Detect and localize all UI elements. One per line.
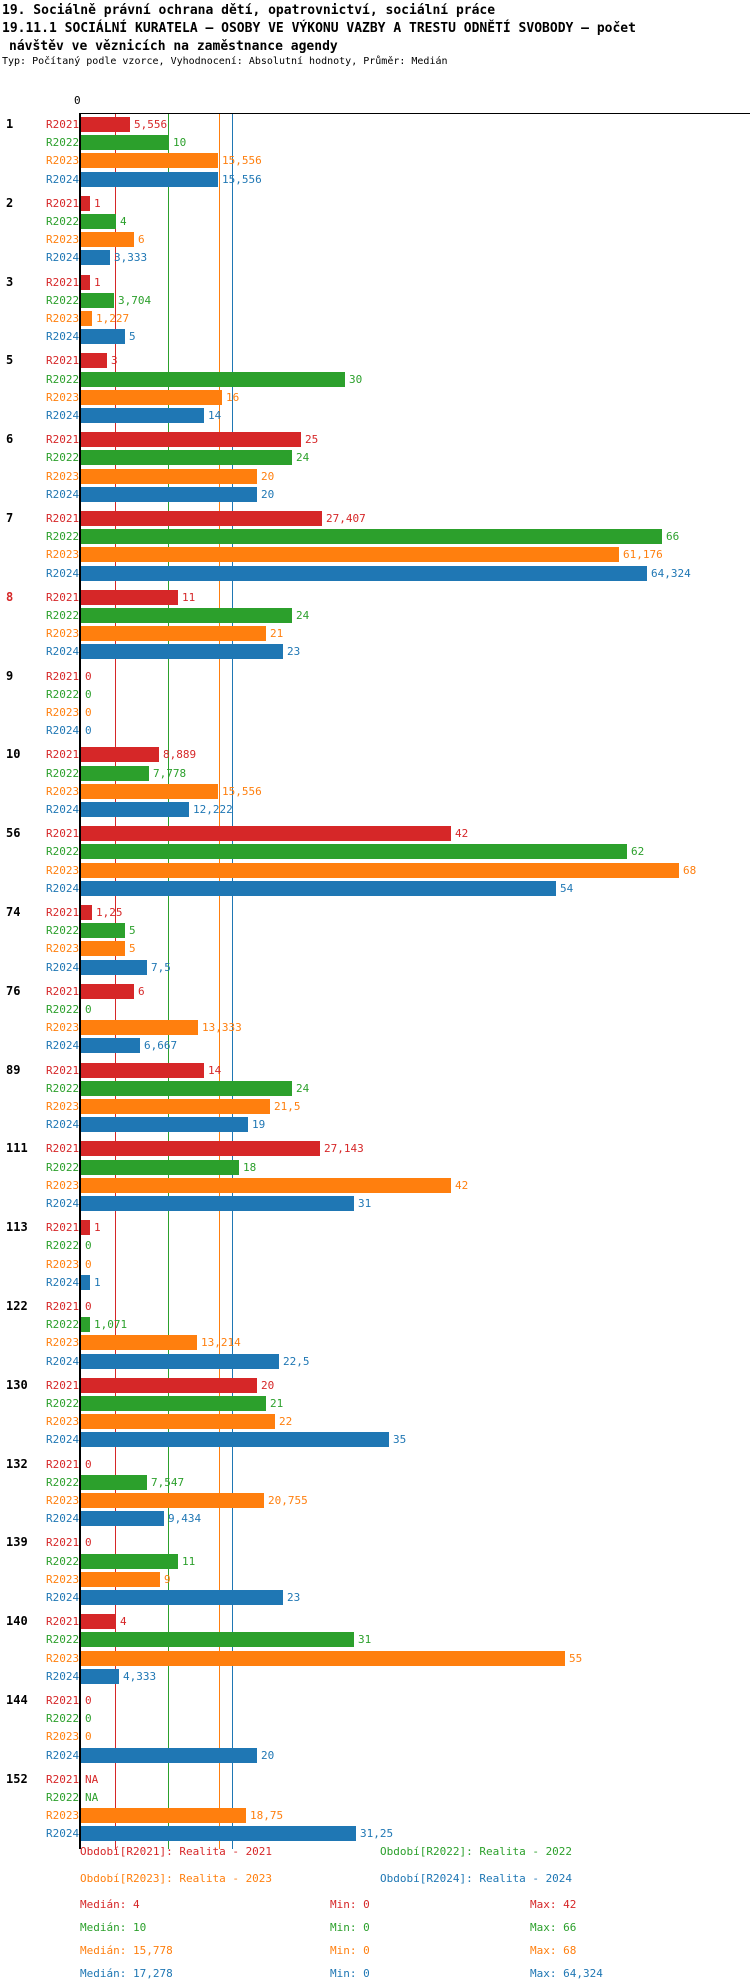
bar-6-r2022	[81, 450, 292, 465]
series-row-label: R2021	[46, 1064, 80, 1077]
series-row-label: R2023	[46, 706, 80, 719]
series-row-label: R2021	[46, 1694, 80, 1707]
bar-value-label: 14	[208, 409, 222, 422]
group-label-3: 3	[6, 275, 14, 289]
series-row-label: R2022	[46, 1397, 80, 1410]
series-row-label: R2022	[46, 215, 80, 228]
bar-140-r2024	[81, 1669, 119, 1684]
bar-6-r2023	[81, 469, 257, 484]
series-row-label: R2022	[46, 136, 80, 149]
bar-139-r2023	[81, 1572, 160, 1587]
series-row-label: R2022	[46, 294, 80, 307]
group-label-76: 76	[6, 984, 21, 998]
group-label-130: 130	[6, 1378, 28, 1392]
bar-value-label: 1	[94, 1221, 101, 1234]
series-row-label: R2023	[46, 1573, 80, 1586]
series-row-label: R2021	[46, 591, 80, 604]
bar-value-label: 1,071	[94, 1318, 128, 1331]
bar-value-label: 25	[305, 433, 319, 446]
bar-113-r2021	[81, 1220, 90, 1235]
series-row-label: R2024	[46, 882, 80, 895]
bar-value-label: 5	[129, 924, 136, 937]
group-label-8: 8	[6, 590, 14, 604]
bar-value-label: 0	[85, 1694, 92, 1707]
bar-2-r2024	[81, 250, 110, 265]
series-row-label: R2023	[46, 785, 80, 798]
series-row-label: R2024	[46, 1591, 80, 1604]
bar-6-r2024	[81, 487, 257, 502]
legend-item-r2022: Období[R2022]: Realita - 2022	[380, 1845, 573, 1858]
series-row-label: R2022	[46, 530, 80, 543]
bar-140-r2023	[81, 1651, 565, 1666]
bar-10-r2021	[81, 747, 159, 762]
stat-min-r2024: Min: 0	[330, 1967, 370, 1980]
stat-median-r2022: Medián: 10	[80, 1921, 147, 1934]
series-row-label: R2021	[46, 1615, 80, 1628]
group-label-6: 6	[6, 432, 14, 446]
bar-value-label: 5	[129, 330, 136, 343]
bar-7-r2023	[81, 547, 619, 562]
series-row-label: R2024	[46, 173, 80, 186]
bar-7-r2024	[81, 566, 647, 581]
series-row-label: R2022	[46, 1791, 80, 1804]
series-row-label: R2022	[46, 1161, 80, 1174]
bar-value-label: 4,333	[123, 1670, 157, 1683]
series-row-label: R2021	[46, 354, 80, 367]
bar-10-r2023	[81, 784, 218, 799]
series-row-label: R2022	[46, 688, 80, 701]
bar-value-label: 7,5	[151, 961, 171, 974]
bar-8-r2021	[81, 590, 178, 605]
bar-1-r2024	[81, 172, 218, 187]
bar-value-label: 0	[85, 1239, 92, 1252]
bar-value-label: 23	[287, 645, 301, 658]
bar-3-r2024	[81, 329, 125, 344]
series-row-label: R2023	[46, 1021, 80, 1034]
bar-6-r2021	[81, 432, 301, 447]
bar-value-label: 64,324	[651, 567, 691, 580]
series-row-label: R2021	[46, 1773, 80, 1786]
bar-value-label: 31,25	[360, 1827, 394, 1840]
bar-value-label: 55	[569, 1652, 583, 1665]
bar-76-r2021	[81, 984, 134, 999]
series-row-label: R2021	[46, 1536, 80, 1549]
bar-value-label: 20,755	[268, 1494, 308, 1507]
bar-value-label: 22,5	[283, 1355, 310, 1368]
series-row-label: R2024	[46, 567, 80, 580]
group-label-122: 122	[6, 1299, 28, 1313]
group-label-152: 152	[6, 1772, 28, 1786]
bar-74-r2021	[81, 905, 92, 920]
bar-74-r2023	[81, 941, 125, 956]
bar-56-r2023	[81, 863, 679, 878]
series-row-label: R2023	[46, 391, 80, 404]
series-row-label: R2022	[46, 609, 80, 622]
bar-132-r2024	[81, 1511, 164, 1526]
series-row-label: R2022	[46, 1082, 80, 1095]
series-row-label: R2023	[46, 1258, 80, 1271]
series-row-label: R2021	[46, 1221, 80, 1234]
group-label-139: 139	[6, 1535, 28, 1549]
report-title-line-2: 19.11.1 SOCIÁLNÍ KURATELA — OSOBY VE VÝKONU VAZBY A TRESTU ODNĚTÍ SVOBODY — počet	[2, 21, 636, 36]
series-row-label: R2024	[46, 1276, 80, 1289]
bar-139-r2024	[81, 1590, 283, 1605]
bar-value-label: 7,778	[153, 767, 187, 780]
bar-value-label: 22	[279, 1415, 293, 1428]
bar-89-r2024	[81, 1117, 248, 1132]
report-title-line-3: návštěv ve věznicích na zaměstnance agendy	[9, 39, 338, 54]
bar-value-label: 35	[393, 1433, 407, 1446]
bar-value-label: 1,227	[96, 312, 130, 325]
bar-value-label: 27,407	[326, 512, 366, 525]
series-row-label: R2022	[46, 1555, 80, 1568]
series-row-label: R2023	[46, 1100, 80, 1113]
stat-min-r2022: Min: 0	[330, 1921, 370, 1934]
bar-value-label: 24	[296, 1082, 310, 1095]
series-row-label: R2023	[46, 864, 80, 877]
series-row-label: R2024	[46, 1827, 80, 1840]
bar-value-label: 8,889	[163, 748, 197, 761]
bar-value-label: 0	[85, 1300, 92, 1313]
series-row-label: R2024	[46, 645, 80, 658]
group-label-1: 1	[6, 117, 14, 131]
bar-89-r2023	[81, 1099, 270, 1114]
bar-value-label: 31	[358, 1633, 372, 1646]
bar-value-label: 42	[455, 827, 469, 840]
group-label-89: 89	[6, 1063, 21, 1077]
bar-value-label: 3,704	[118, 294, 152, 307]
series-row-label: R2023	[46, 1809, 80, 1822]
bar-value-label: 0	[85, 1730, 92, 1743]
stat-median-r2021: Medián: 4	[80, 1898, 140, 1911]
bar-value-label: 6	[138, 985, 145, 998]
series-row-label: R2024	[46, 1039, 80, 1052]
series-row-label: R2023	[46, 942, 80, 955]
bar-8-r2022	[81, 608, 292, 623]
bar-value-label: 20	[261, 488, 275, 501]
bar-132-r2023	[81, 1493, 264, 1508]
bar-value-label: 1,25	[96, 906, 123, 919]
stat-median-r2023: Medián: 15,778	[80, 1944, 173, 1957]
series-row-label: R2021	[46, 118, 80, 131]
series-row-label: R2021	[46, 1379, 80, 1392]
bar-value-label: 16	[226, 391, 240, 404]
bar-value-label: NA	[85, 1773, 99, 1786]
bar-10-r2024	[81, 802, 189, 817]
series-row-label: R2023	[46, 1494, 80, 1507]
bar-value-label: 11	[182, 1555, 196, 1568]
bar-value-label: 24	[296, 451, 310, 464]
series-row-label: R2022	[46, 845, 80, 858]
bar-value-label: 0	[85, 724, 92, 737]
bar-7-r2022	[81, 529, 662, 544]
group-label-2: 2	[6, 196, 14, 210]
stat-min-r2021: Min: 0	[330, 1898, 370, 1911]
series-row-label: R2024	[46, 330, 80, 343]
bar-value-label: 0	[85, 1536, 92, 1549]
series-row-label: R2022	[46, 767, 80, 780]
bar-value-label: 20	[261, 470, 275, 483]
series-row-label: R2023	[46, 548, 80, 561]
bar-140-r2021	[81, 1614, 116, 1629]
stat-max-r2024: Max: 64,324	[530, 1967, 603, 1980]
stat-max-r2021: Max: 42	[530, 1898, 577, 1911]
bar-8-r2023	[81, 626, 266, 641]
axis-zero-tick-label: 0	[74, 94, 81, 107]
report-title-line-1: 19. Sociálně právní ochrana dětí, opatrovnictví, sociální práce	[2, 3, 496, 18]
bar-111-r2023	[81, 1178, 451, 1193]
bar-56-r2024	[81, 881, 556, 896]
series-row-label: R2024	[46, 724, 80, 737]
bar-value-label: 3,333	[114, 251, 148, 264]
bar-value-label: 68	[683, 864, 697, 877]
bar-139-r2022	[81, 1554, 178, 1569]
bar-152-r2024	[81, 1826, 356, 1841]
bar-value-label: 6,667	[144, 1039, 178, 1052]
group-label-9: 9	[6, 669, 14, 683]
series-row-label: R2024	[46, 1670, 80, 1683]
series-row-label: R2024	[46, 803, 80, 816]
bar-value-label: 18	[243, 1161, 257, 1174]
series-row-label: R2021	[46, 1142, 80, 1155]
series-row-label: R2021	[46, 276, 80, 289]
series-row-label: R2022	[46, 451, 80, 464]
bar-113-r2024	[81, 1275, 90, 1290]
bar-value-label: 27,143	[324, 1142, 364, 1155]
bar-76-r2024	[81, 1038, 140, 1053]
bar-8-r2024	[81, 644, 283, 659]
bar-89-r2022	[81, 1081, 292, 1096]
series-row-label: R2023	[46, 470, 80, 483]
series-row-label: R2023	[46, 154, 80, 167]
bar-5-r2021	[81, 353, 107, 368]
bar-value-label: 1	[94, 276, 101, 289]
legend-item-r2024: Období[R2024]: Realita - 2024	[380, 1872, 573, 1885]
series-row-label: R2024	[46, 1749, 80, 1762]
series-row-label: R2021	[46, 197, 80, 210]
bar-value-label: 19	[252, 1118, 266, 1131]
bar-130-r2021	[81, 1378, 257, 1393]
series-row-label: R2024	[46, 1512, 80, 1525]
series-row-label: R2023	[46, 1730, 80, 1743]
bar-130-r2022	[81, 1396, 266, 1411]
bar-value-label: 4	[120, 215, 127, 228]
series-row-label: R2024	[46, 488, 80, 501]
series-row-label: R2023	[46, 627, 80, 640]
group-label-5: 5	[6, 353, 14, 367]
bar-value-label: 21	[270, 627, 284, 640]
series-row-label: R2022	[46, 1003, 80, 1016]
series-row-label: R2021	[46, 670, 80, 683]
stat-min-r2023: Min: 0	[330, 1944, 370, 1957]
bar-value-label: 0	[85, 1458, 92, 1471]
bar-122-r2024	[81, 1354, 279, 1369]
bar-value-label: 1	[94, 197, 101, 210]
series-row-label: R2022	[46, 1712, 80, 1725]
bar-value-label: 7,547	[151, 1476, 185, 1489]
bar-3-r2023	[81, 311, 92, 326]
series-row-label: R2023	[46, 312, 80, 325]
bar-value-label: 42	[455, 1179, 469, 1192]
bar-56-r2021	[81, 826, 451, 841]
bar-value-label: 21	[270, 1397, 284, 1410]
bar-value-label: 13,333	[202, 1021, 242, 1034]
bar-value-label: 12,222	[193, 803, 233, 816]
bar-111-r2021	[81, 1141, 320, 1156]
bar-value-label: 20	[261, 1749, 275, 1762]
bar-3-r2022	[81, 293, 114, 308]
bar-111-r2024	[81, 1196, 354, 1211]
legend-item-r2021: Období[R2021]: Realita - 2021	[80, 1845, 273, 1858]
bar-132-r2022	[81, 1475, 147, 1490]
series-row-label: R2021	[46, 433, 80, 446]
series-row-label: R2022	[46, 1476, 80, 1489]
series-row-label: R2024	[46, 1118, 80, 1131]
series-row-label: R2021	[46, 512, 80, 525]
bar-7-r2021	[81, 511, 322, 526]
bar-130-r2024	[81, 1432, 389, 1447]
group-label-113: 113	[6, 1220, 28, 1234]
bar-5-r2023	[81, 390, 222, 405]
series-row-label: R2024	[46, 251, 80, 264]
bar-value-label: 0	[85, 670, 92, 683]
bar-1-r2022	[81, 135, 169, 150]
bar-value-label: 21,5	[274, 1100, 301, 1113]
bar-value-label: NA	[85, 1791, 99, 1804]
series-row-label: R2024	[46, 961, 80, 974]
series-row-label: R2021	[46, 985, 80, 998]
bar-56-r2022	[81, 844, 627, 859]
bar-5-r2024	[81, 408, 204, 423]
bar-76-r2023	[81, 1020, 198, 1035]
series-row-label: R2024	[46, 409, 80, 422]
series-row-label: R2022	[46, 924, 80, 937]
bar-value-label: 18,75	[250, 1809, 284, 1822]
legend-item-r2023: Období[R2023]: Realita - 2023	[80, 1872, 273, 1885]
bar-value-label: 0	[85, 1258, 92, 1271]
group-label-144: 144	[6, 1693, 28, 1707]
series-row-label: R2024	[46, 1197, 80, 1210]
series-row-label: R2021	[46, 748, 80, 761]
bar-2-r2021	[81, 196, 90, 211]
bar-value-label: 66	[666, 530, 680, 543]
series-row-label: R2021	[46, 1300, 80, 1313]
bar-value-label: 13,214	[201, 1336, 241, 1349]
bar-5-r2022	[81, 372, 345, 387]
series-row-label: R2022	[46, 1318, 80, 1331]
series-row-label: R2023	[46, 1415, 80, 1428]
bar-value-label: 24	[296, 609, 310, 622]
bar-value-label: 9	[164, 1573, 171, 1586]
bar-value-label: 3	[111, 354, 118, 367]
bar-152-r2023	[81, 1808, 246, 1823]
series-row-label: R2021	[46, 827, 80, 840]
bar-value-label: 9,434	[168, 1512, 202, 1525]
bar-value-label: 15,556	[222, 785, 262, 798]
report-subtitle: Typ: Počítaný podle vzorce, Vyhodnocení: Absolutní hodnoty, Průměr: Medián	[2, 56, 448, 67]
group-label-132: 132	[6, 1457, 28, 1471]
bar-value-label: 5,556	[134, 118, 168, 131]
bar-value-label: 6	[138, 233, 145, 246]
series-row-label: R2024	[46, 1433, 80, 1446]
series-row-label: R2022	[46, 1633, 80, 1646]
bar-111-r2022	[81, 1160, 239, 1175]
bar-value-label: 14	[208, 1064, 222, 1077]
bar-value-label: 30	[349, 373, 363, 386]
bar-2-r2022	[81, 214, 116, 229]
group-label-10: 10	[6, 747, 21, 761]
group-label-56: 56	[6, 826, 21, 840]
group-label-111: 111	[6, 1141, 28, 1155]
bar-89-r2021	[81, 1063, 204, 1078]
bar-122-r2023	[81, 1335, 197, 1350]
stat-max-r2023: Max: 68	[530, 1944, 577, 1957]
stat-max-r2022: Max: 66	[530, 1921, 577, 1934]
bar-74-r2022	[81, 923, 125, 938]
series-row-label: R2021	[46, 906, 80, 919]
series-row-label: R2023	[46, 233, 80, 246]
bar-value-label: 62	[631, 845, 645, 858]
series-row-label: R2021	[46, 1458, 80, 1471]
bar-3-r2021	[81, 275, 90, 290]
bar-144-r2024	[81, 1748, 257, 1763]
bar-value-label: 5	[129, 942, 136, 955]
bar-value-label: 10	[173, 136, 187, 149]
series-row-label: R2022	[46, 373, 80, 386]
bar-140-r2022	[81, 1632, 354, 1647]
bar-value-label: 4	[120, 1615, 127, 1628]
bar-value-label: 0	[85, 706, 92, 719]
bar-value-label: 61,176	[623, 548, 663, 561]
bar-74-r2024	[81, 960, 147, 975]
bar-130-r2023	[81, 1414, 275, 1429]
series-row-label: R2023	[46, 1652, 80, 1665]
group-label-7: 7	[6, 511, 14, 525]
bar-1-r2021	[81, 117, 130, 132]
bar-value-label: 0	[85, 688, 92, 701]
bar-value-label: 54	[560, 882, 574, 895]
bar-value-label: 15,556	[222, 173, 262, 186]
x-axis-top-line	[79, 113, 750, 114]
bar-value-label: 0	[85, 1712, 92, 1725]
stat-median-r2024: Medián: 17,278	[80, 1967, 173, 1980]
bar-2-r2023	[81, 232, 134, 247]
bar-1-r2023	[81, 153, 218, 168]
bar-value-label: 15,556	[222, 154, 262, 167]
group-label-74: 74	[6, 905, 21, 919]
bar-10-r2022	[81, 766, 149, 781]
series-row-label: R2024	[46, 1355, 80, 1368]
bar-value-label: 31	[358, 1197, 372, 1210]
bar-value-label: 1	[94, 1276, 101, 1289]
bar-value-label: 0	[85, 1003, 92, 1016]
group-label-140: 140	[6, 1614, 28, 1628]
series-row-label: R2023	[46, 1179, 80, 1192]
series-row-label: R2023	[46, 1336, 80, 1349]
bar-value-label: 20	[261, 1379, 275, 1392]
bar-value-label: 23	[287, 1591, 301, 1604]
bar-122-r2022	[81, 1317, 90, 1332]
bar-value-label: 11	[182, 591, 196, 604]
series-row-label: R2022	[46, 1239, 80, 1252]
